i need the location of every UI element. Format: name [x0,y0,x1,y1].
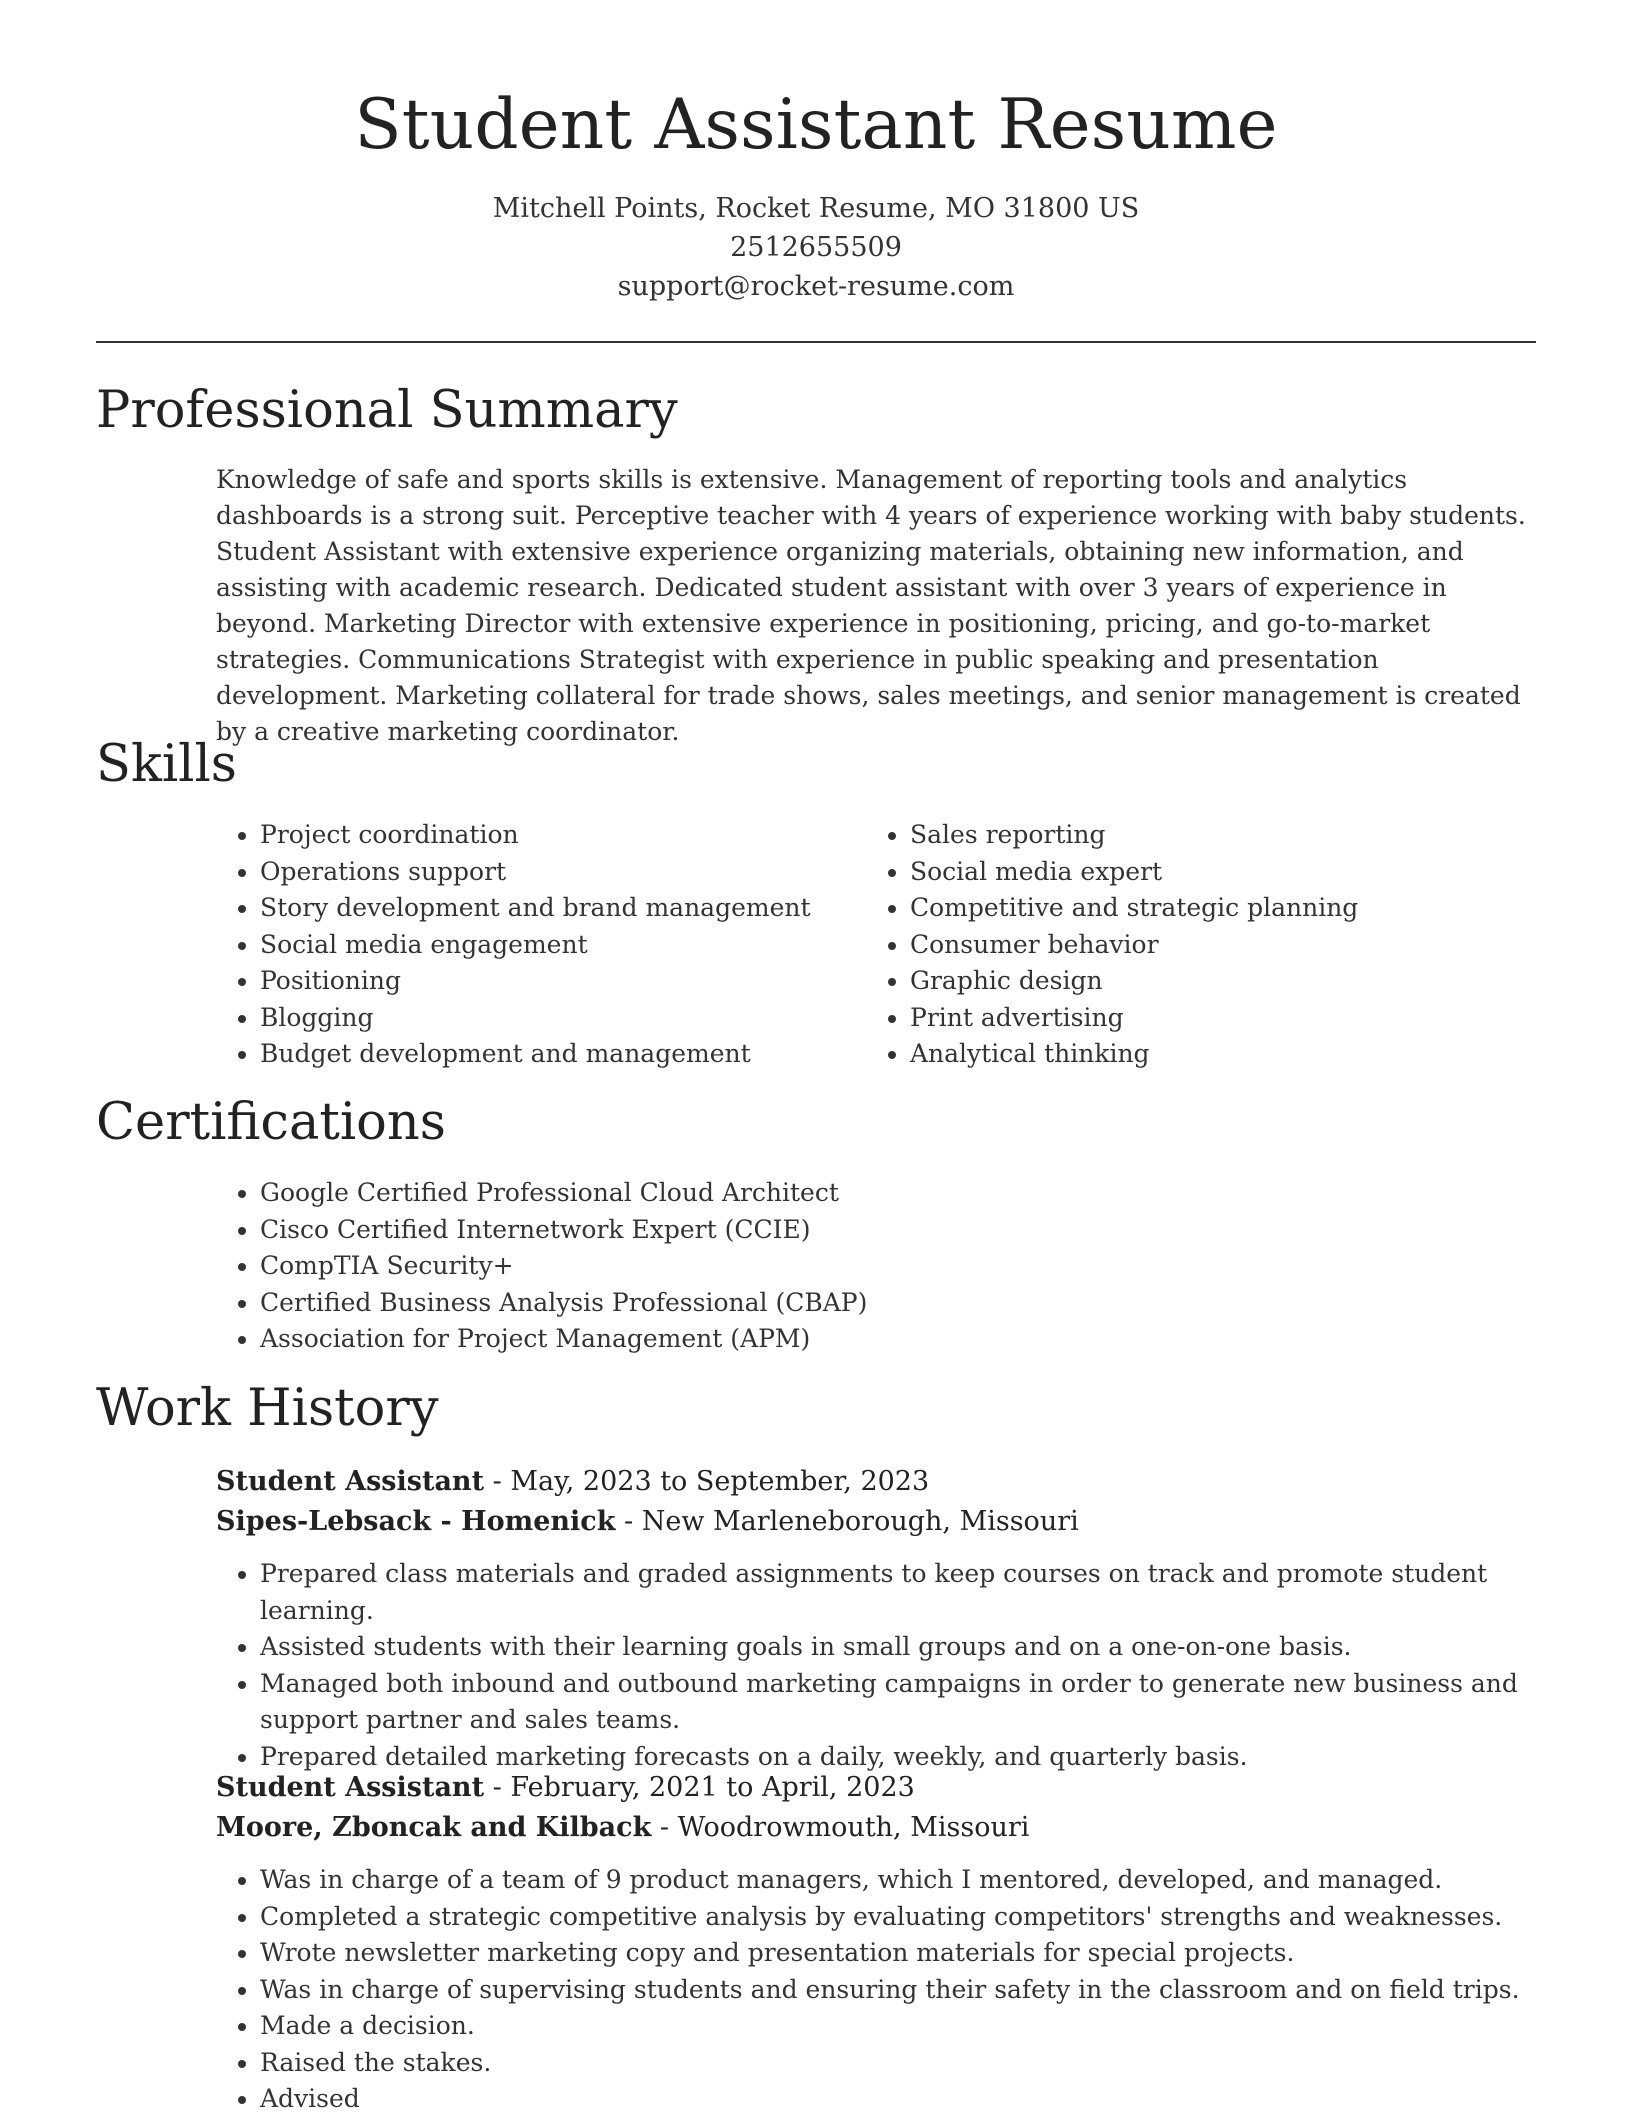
certification-item: • CompTIA Security+ [260,1248,1116,1285]
skill-item: • Operations support [260,854,816,891]
certification-item: • Google Certified Professional Cloud Architect [260,1175,1116,1212]
job-entry-1 [216,1462,1538,1775]
job-company-line [216,1502,1538,1542]
job-bullet: • Prepared class materials and graded assignments to keep courses on track and promote student learning. [260,1556,1582,1629]
skills-column-right [866,817,1466,1073]
job-entry-2 [216,1768,1538,2118]
job-bullet: • Was in charge of a team of 9 product managers, which I mentored, developed, and managed. [260,1862,1582,1899]
job-dates: - May, 2023 to September, 2023 [484,1466,930,1497]
skill-item: • Story development and brand management [260,890,816,927]
work-history-heading: Work History [96,1379,439,1438]
job-bullet: • Managed both inbound and outbound marketing campaigns in order to generate new business and support partner and sales teams. [260,1666,1582,1739]
resume-title: Student Assistant Resume [354,85,1278,165]
skills-list-right [866,817,1466,1073]
contact-phone: 2512655509 [730,231,902,263]
skill-item: • Blogging [260,1000,816,1037]
job-title-line [216,1768,1538,1808]
skill-item: • Competitive and strategic planning [910,890,1466,927]
resume-header [0,84,1632,306]
job-bullet: • Assisted students with their learning goals in small groups and on a one-on-one basis. [260,1629,1582,1666]
job-company-line [216,1808,1538,1848]
certifications-heading: Certifications [96,1093,446,1152]
certifications-list [216,1175,1116,1358]
skill-item: • Social media expert [910,854,1466,891]
skill-item: • Project coordination [260,817,816,854]
contact-address: Mitchell Points, Rocket Resume, MO 31800 US [492,192,1140,224]
skill-item: • Analytical thinking [910,1036,1466,1073]
job-location: - New Marleneborough, Missouri [615,1506,1079,1537]
skill-item: • Print advertising [910,1000,1466,1037]
skills-column-left [216,817,816,1073]
contact-block [0,189,1632,306]
job-bullet: • Completed a strategic competitive analysis by evaluating competitors' strengths and weaknesses. [260,1899,1582,1936]
job-title: Student Assistant [216,1772,485,1803]
skill-item: • Consumer behavior [910,927,1466,964]
skill-item: • Graphic design [910,963,1466,1000]
job-bullet: • Raised the stakes. [260,2045,1582,2082]
skills-list-left [216,817,816,1073]
job-title-line [216,1462,1538,1502]
certification-item: • Association for Project Management (APM) [260,1321,1116,1358]
job-bullet: • Wrote newsletter marketing copy and presentation materials for special projects. [260,1935,1582,1972]
job-bullet: • Was in charge of supervising students and ensuring their safety in the classroom and on field trips. [260,1972,1582,2009]
skill-item: • Budget development and management [260,1036,816,1073]
job-location: - Woodrowmouth, Missouri [651,1812,1030,1843]
skill-item: • Social media engagement [260,927,816,964]
certification-item: • Cisco Certified Internetwork Expert (CCIE) [260,1212,1116,1249]
job-dates: - February, 2021 to April, 2023 [484,1772,915,1803]
header-divider [96,341,1536,343]
summary-heading: Professional Summary [96,381,678,440]
job-bullets [216,1556,1582,1775]
job-company: Moore, Zboncak and Kilback [216,1812,652,1843]
skills-heading: Skills [96,735,237,794]
certification-item: • Certified Business Analysis Professional (CBAP) [260,1285,1116,1322]
skill-item: • Sales reporting [910,817,1466,854]
skill-item: • Positioning [260,963,816,1000]
job-bullet: • Prepared detailed marketing forecasts on a daily, weekly, and quarterly basis. [260,1739,1582,1776]
summary-text: Knowledge of safe and sports skills is extensive. Management of reporting tools and analytics dashboards is a strong suit. Perceptive teacher with 4 years of experience working with baby students. Student Assistant with extensive experience organizing materials, obtaining new information, and assisting with academic research. Dedicated student assistant with over 3 years of experience in beyond. Marketing Director with extensive experience in positioning, pricing, and go-to-market strategies. Communications Strategist with experience in public speaking and presentation development. Marketing collateral for trade shows, sales meetings, and senior management is created by a creative marketing coordinator. [216,465,1526,746]
contact-email: support@rocket-resume.com [617,270,1015,302]
job-bullet: • Advised [260,2081,1582,2118]
job-company: Sipes-Lebsack - Homenick [216,1506,616,1537]
certifications-block [216,1175,1116,1358]
job-title: Student Assistant [216,1466,485,1497]
job-bullet: • Made a decision. [260,2008,1582,2045]
job-bullets [216,1862,1582,2118]
